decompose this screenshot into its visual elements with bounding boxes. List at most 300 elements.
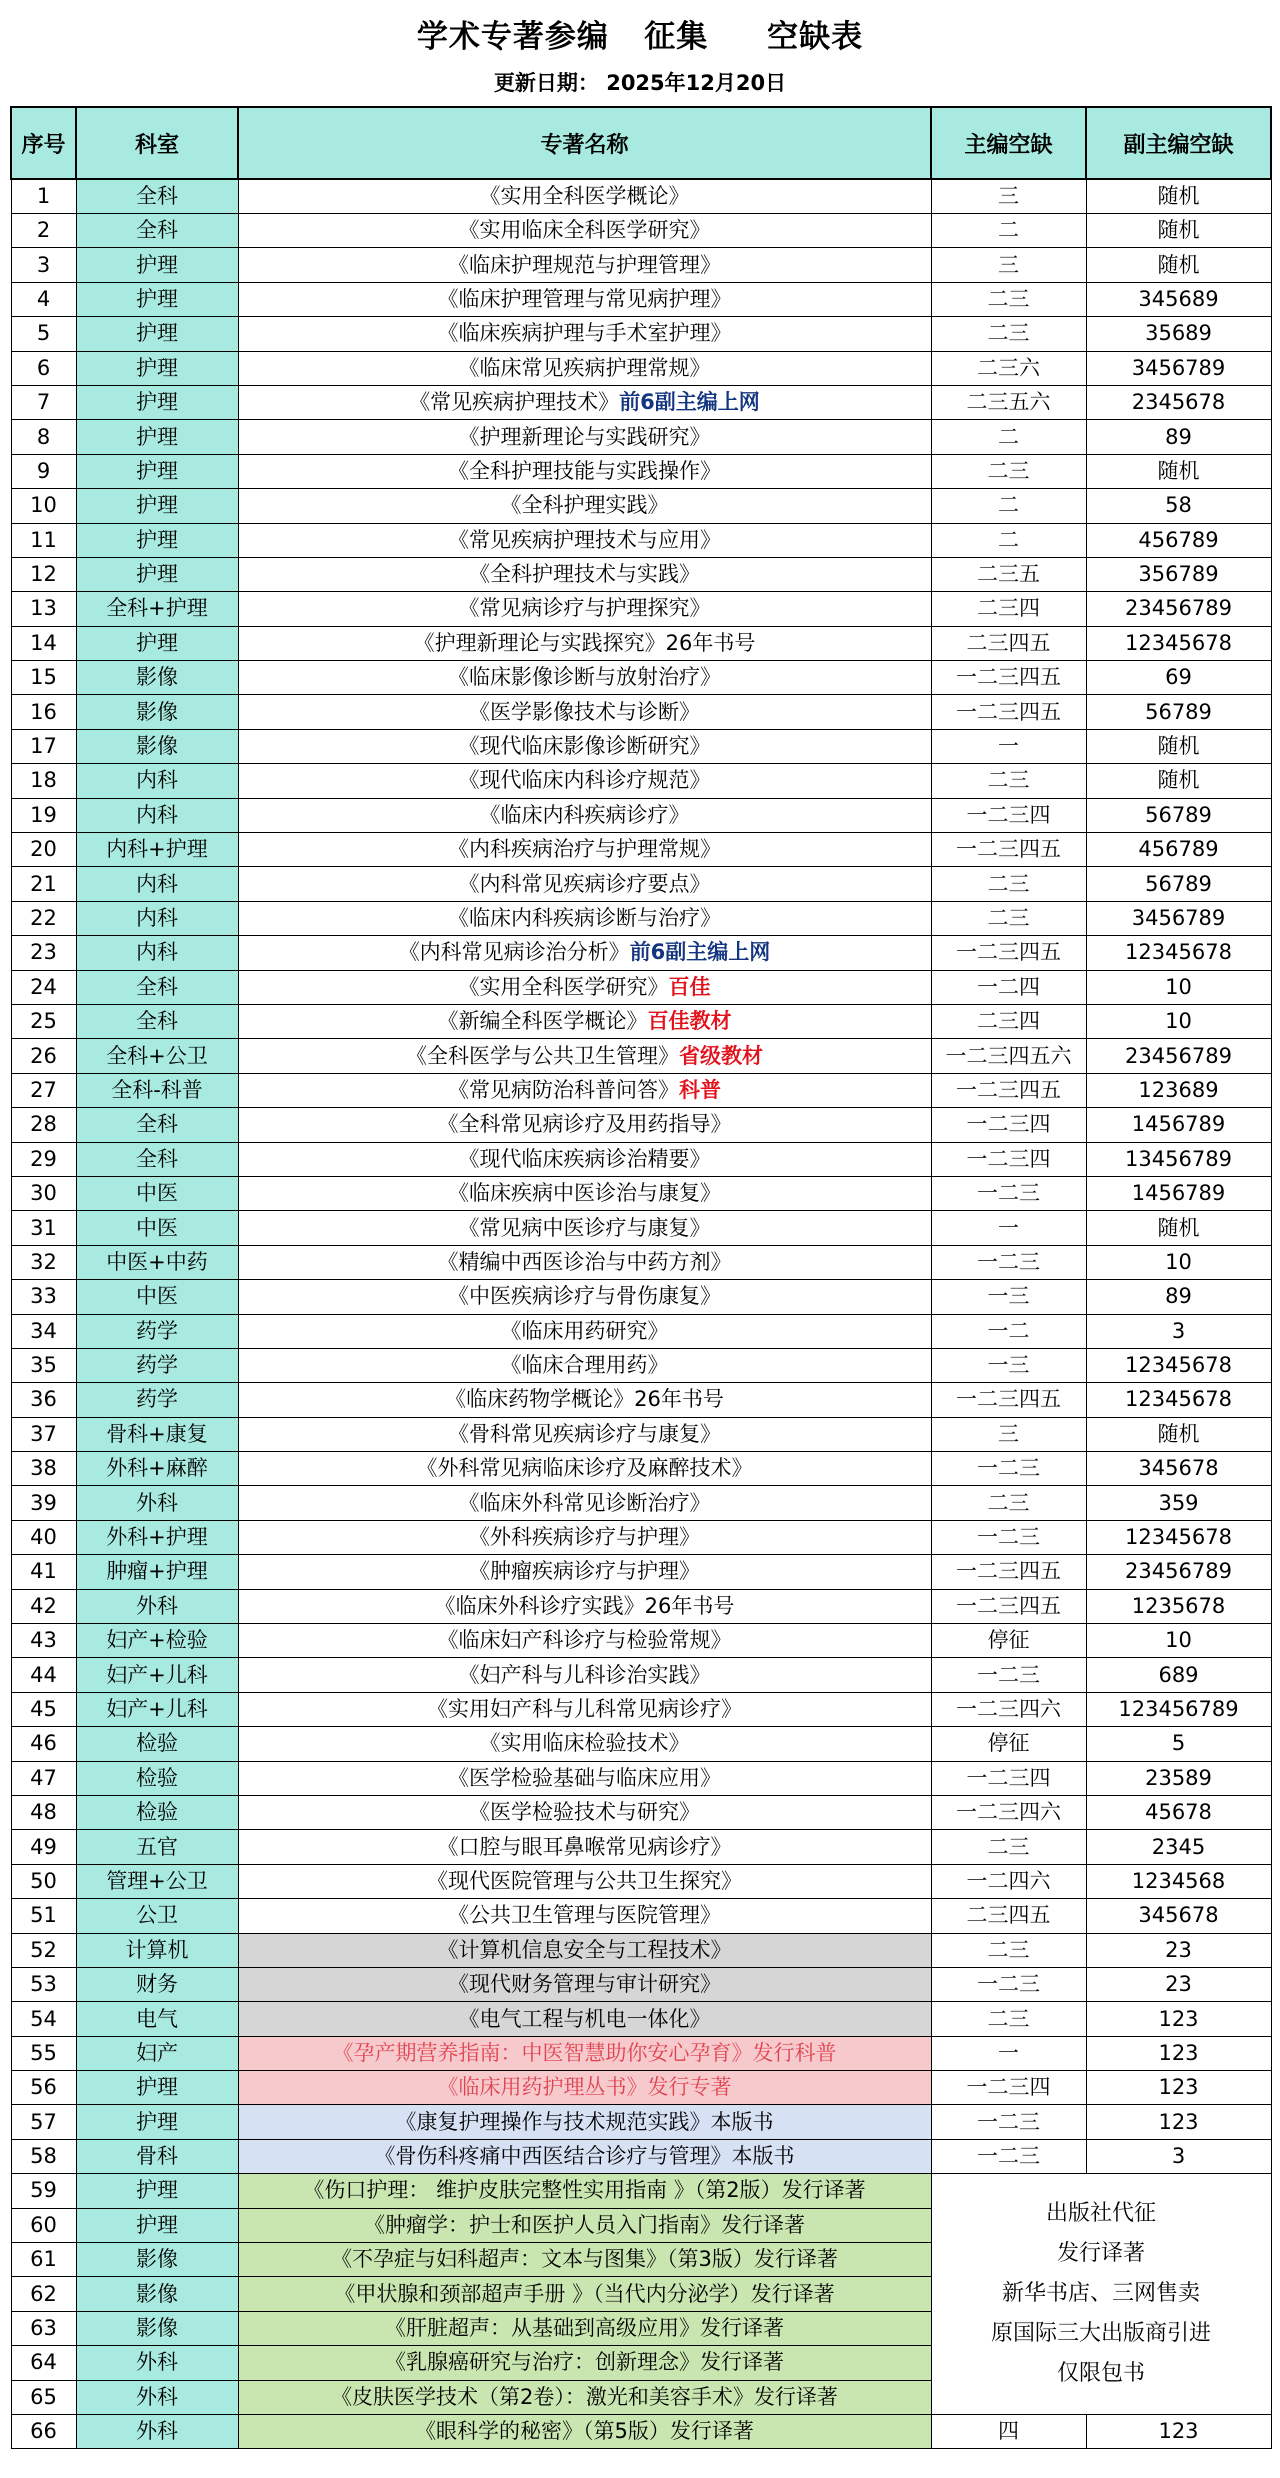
row-number: 31 — [11, 1211, 76, 1245]
table-row — [11, 901, 1271, 935]
chief-editor-vacancy: 一二三四六 — [931, 1795, 1086, 1829]
chief-editor-vacancy: 二三 — [931, 2002, 1086, 2036]
row-number: 58 — [11, 2139, 76, 2173]
chief-editor-vacancy: 一二四 — [931, 970, 1086, 1004]
book-title — [238, 1795, 931, 1829]
deputy-editor-vacancy: 2345678 — [1086, 385, 1271, 419]
book-title — [238, 1383, 931, 1417]
table-row — [11, 1245, 1271, 1279]
table-row — [11, 351, 1271, 385]
book-title — [238, 1004, 931, 1038]
chief-editor-vacancy: 一二三四五 — [931, 936, 1086, 970]
book-title — [238, 2243, 931, 2277]
row-number: 33 — [11, 1280, 76, 1314]
chief-editor-vacancy: 一三 — [931, 1348, 1086, 1382]
chief-editor-vacancy: 二三 — [931, 282, 1086, 316]
deputy-editor-vacancy: 1456789 — [1086, 1108, 1271, 1142]
chief-editor-vacancy: 二 — [931, 214, 1086, 248]
book-title — [238, 1314, 931, 1348]
row-number: 34 — [11, 1314, 76, 1348]
deputy-editor-vacancy: 345678 — [1086, 1899, 1271, 1933]
row-number: 60 — [11, 2208, 76, 2242]
deputy-editor-vacancy: 随机 — [1086, 214, 1271, 248]
chief-editor-vacancy: 二三 — [931, 764, 1086, 798]
col-header-main: 主编空缺 — [931, 107, 1086, 179]
book-title — [238, 661, 931, 695]
department: 内科 — [76, 798, 238, 832]
book-title-text: 《外科疾病诊疗与护理》 — [469, 1525, 700, 1550]
deputy-editor-vacancy: 123 — [1086, 2002, 1271, 2036]
book-title-text: 《精编中西医诊治与中药方剂》 — [437, 1249, 732, 1274]
book-title-text: 《全科常见病诊疗及用药指导》 — [437, 1112, 732, 1137]
deputy-editor-vacancy: 随机 — [1086, 248, 1271, 282]
row-number: 32 — [11, 1245, 76, 1279]
row-number: 66 — [11, 2415, 76, 2449]
book-title — [238, 2139, 931, 2173]
table-row — [11, 1727, 1271, 1761]
deputy-editor-vacancy: 12345678 — [1086, 626, 1271, 660]
book-title-text: 《康复护理操作与技术规范实践》本版书 — [395, 2109, 774, 2134]
row-number: 63 — [11, 2311, 76, 2345]
table-row — [11, 317, 1271, 351]
table-row — [11, 248, 1271, 282]
book-title — [238, 867, 931, 901]
vacancy-table — [10, 106, 1272, 2449]
col-header-sub: 副主编空缺 — [1086, 107, 1271, 179]
row-number: 46 — [11, 1727, 76, 1761]
chief-editor-vacancy: 一二三 — [931, 1245, 1086, 1279]
book-title-text: 《现代医院管理与公共卫生探究》 — [427, 1868, 742, 1893]
table-row — [11, 1795, 1271, 1829]
book-title-text: 《临床外科诊疗实践》26年书号 — [434, 1593, 735, 1618]
book-title-text: 《中医疾病诊疗与骨伤康复》 — [448, 1284, 721, 1309]
book-title — [238, 179, 931, 214]
book-title — [238, 1589, 931, 1623]
book-title — [238, 2415, 931, 2449]
department: 肿瘤+护理 — [76, 1555, 238, 1589]
book-title-text: 《现代临床内科诊疗规范》 — [458, 768, 711, 793]
book-title-text: 《新编全科医学概论》 — [437, 1009, 648, 1034]
deputy-editor-vacancy: 1235678 — [1086, 1589, 1271, 1623]
department: 全科 — [76, 1108, 238, 1142]
book-title — [238, 1417, 931, 1451]
book-title-text: 《临床用药护理丛书》发行专著 — [437, 2075, 732, 2100]
book-title-text: 《眼科学的秘密》（第5版）发行译著 — [415, 2419, 754, 2444]
row-number: 36 — [11, 1383, 76, 1417]
row-number: 47 — [11, 1761, 76, 1795]
department: 护理 — [76, 282, 238, 316]
department: 影像 — [76, 2243, 238, 2277]
chief-editor-vacancy: 二三 — [931, 1486, 1086, 1520]
table-row — [11, 729, 1271, 763]
book-title-text: 《妇产科与儿科诊治实践》 — [458, 1662, 711, 1687]
department: 全科 — [76, 1142, 238, 1176]
table-row — [11, 1452, 1271, 1486]
chief-editor-vacancy: 二三五六 — [931, 385, 1086, 419]
book-title — [238, 1108, 931, 1142]
row-number: 65 — [11, 2380, 76, 2414]
department: 全科 — [76, 214, 238, 248]
deputy-editor-vacancy: 69 — [1086, 661, 1271, 695]
book-title-text: 《计算机信息安全与工程技术》 — [437, 1937, 732, 1962]
department: 外科 — [76, 1589, 238, 1623]
header-row — [11, 107, 1271, 179]
chief-editor-vacancy: 三 — [931, 179, 1086, 214]
book-title — [238, 317, 931, 351]
book-title — [238, 1211, 931, 1245]
chief-editor-vacancy: 停征 — [931, 1727, 1086, 1761]
deputy-editor-vacancy: 1234568 — [1086, 1864, 1271, 1898]
book-title-text: 《临床常见疾病护理常规》 — [458, 355, 711, 380]
department: 内科 — [76, 901, 238, 935]
table-row — [11, 1142, 1271, 1176]
department: 影像 — [76, 2311, 238, 2345]
book-remark: 百佳 — [668, 974, 711, 999]
page — [10, 8, 1270, 2449]
row-number: 24 — [11, 970, 76, 1004]
book-title — [238, 2208, 931, 2242]
table-row — [11, 2105, 1271, 2139]
row-number: 4 — [11, 282, 76, 316]
book-title-text: 《全科医学与公共卫生管理》 — [406, 1043, 679, 1068]
table-row — [11, 2036, 1271, 2070]
deputy-editor-vacancy: 56789 — [1086, 695, 1271, 729]
book-title-text: 《临床护理规范与护理管理》 — [448, 252, 721, 277]
book-title-text: 《临床内科疾病诊疗》 — [479, 802, 690, 827]
book-title — [238, 798, 931, 832]
row-number: 27 — [11, 1073, 76, 1107]
row-number: 38 — [11, 1452, 76, 1486]
department: 护理 — [76, 385, 238, 419]
department: 护理 — [76, 626, 238, 660]
department: 外科+麻醉 — [76, 1452, 238, 1486]
chief-editor-vacancy: 二 — [931, 420, 1086, 454]
deputy-editor-vacancy: 45678 — [1086, 1795, 1271, 1829]
deputy-editor-vacancy: 356789 — [1086, 557, 1271, 591]
book-title-text: 《实用全科医学概论》 — [479, 184, 690, 208]
table-row — [11, 695, 1271, 729]
table-row — [11, 1486, 1271, 1520]
book-title-text: 《骨科常见疾病诊疗与康复》 — [448, 1421, 721, 1446]
table-row — [11, 1417, 1271, 1451]
department: 全科 — [76, 970, 238, 1004]
deputy-editor-vacancy: 12345678 — [1086, 1383, 1271, 1417]
department: 药学 — [76, 1314, 238, 1348]
department: 妇产+检验 — [76, 1624, 238, 1658]
row-number: 13 — [11, 592, 76, 626]
chief-editor-vacancy: 一三 — [931, 1280, 1086, 1314]
row-number: 7 — [11, 385, 76, 419]
department: 护理 — [76, 523, 238, 557]
book-title-text: 《全科护理实践》 — [500, 493, 669, 518]
table-row — [11, 626, 1271, 660]
deputy-editor-vacancy: 23 — [1086, 1933, 1271, 1967]
chief-editor-vacancy: 二 — [931, 489, 1086, 523]
table-row — [11, 1314, 1271, 1348]
deputy-editor-vacancy: 10 — [1086, 970, 1271, 1004]
book-title — [238, 1727, 931, 1761]
table-row — [11, 2415, 1271, 2449]
chief-editor-vacancy: 一二三 — [931, 1176, 1086, 1210]
department: 外科 — [76, 2380, 238, 2414]
chief-editor-vacancy: 一二三 — [931, 1452, 1086, 1486]
table-row — [11, 764, 1271, 798]
chief-editor-vacancy: 二三四五 — [931, 1899, 1086, 1933]
chief-editor-vacancy: 二三五 — [931, 557, 1086, 591]
book-remark: 前6副主编上网 — [629, 940, 771, 965]
department: 中医 — [76, 1211, 238, 1245]
department: 财务 — [76, 1967, 238, 2001]
row-number: 12 — [11, 557, 76, 591]
table-row — [11, 557, 1271, 591]
deputy-editor-vacancy: 35689 — [1086, 317, 1271, 351]
row-number: 52 — [11, 1933, 76, 1967]
chief-editor-vacancy: 一二三四 — [931, 1142, 1086, 1176]
book-title — [238, 1245, 931, 1279]
deputy-editor-vacancy: 12345678 — [1086, 1348, 1271, 1382]
chief-editor-vacancy: 一 — [931, 2036, 1086, 2070]
chief-editor-vacancy: 二三 — [931, 867, 1086, 901]
book-title — [238, 729, 931, 763]
table-row — [11, 1624, 1271, 1658]
row-number: 17 — [11, 729, 76, 763]
deputy-editor-vacancy: 89 — [1086, 420, 1271, 454]
table-row — [11, 1899, 1271, 1933]
row-number: 57 — [11, 2105, 76, 2139]
table-row — [11, 1383, 1271, 1417]
chief-editor-vacancy: 三 — [931, 1417, 1086, 1451]
book-title — [238, 2002, 931, 2036]
book-title-text: 《实用临床全科医学研究》 — [458, 218, 711, 243]
table-row — [11, 214, 1271, 248]
book-title-text: 《内科常见疾病诊疗要点》 — [458, 871, 711, 896]
merged-note-line: 发行译著 — [1056, 2241, 1145, 2267]
deputy-editor-vacancy: 345689 — [1086, 282, 1271, 316]
book-title — [238, 2036, 931, 2070]
department: 护理 — [76, 317, 238, 351]
row-number: 48 — [11, 1795, 76, 1829]
row-number: 43 — [11, 1624, 76, 1658]
row-number: 2 — [11, 214, 76, 248]
chief-editor-vacancy: 一二 — [931, 1314, 1086, 1348]
department: 内科 — [76, 764, 238, 798]
table-row — [11, 970, 1271, 1004]
book-title — [238, 489, 931, 523]
table-row — [11, 1211, 1271, 1245]
book-title — [238, 1624, 931, 1658]
book-title-text: 《肿瘤学：护士和医护人员入门指南》发行译著 — [364, 2212, 805, 2237]
row-number: 53 — [11, 1967, 76, 2001]
book-title-text: 《全科护理技术与实践》 — [469, 562, 700, 587]
row-number: 20 — [11, 833, 76, 867]
book-title-text: 《医学检验技术与研究》 — [469, 1800, 700, 1825]
department: 护理 — [76, 2071, 238, 2105]
book-title — [238, 592, 931, 626]
deputy-editor-vacancy: 3456789 — [1086, 901, 1271, 935]
chief-editor-vacancy: 二三 — [931, 1933, 1086, 1967]
book-title-text: 《肝脏超声：从基础到高级应用》发行译著 — [385, 2316, 784, 2341]
book-title — [238, 351, 931, 385]
department: 外科 — [76, 2346, 238, 2380]
table-row — [11, 2139, 1271, 2173]
row-number: 22 — [11, 901, 76, 935]
table-row — [11, 1004, 1271, 1038]
deputy-editor-vacancy: 123689 — [1086, 1073, 1271, 1107]
deputy-editor-vacancy: 23456789 — [1086, 1039, 1271, 1073]
table-row — [11, 1761, 1271, 1795]
row-number: 6 — [11, 351, 76, 385]
book-title-text: 《皮肤医学技术（第2卷）：激光和美容手术》发行译著 — [331, 2384, 838, 2409]
department: 全科 — [76, 1004, 238, 1038]
table-row — [11, 1520, 1271, 1554]
book-title — [238, 420, 931, 454]
table-row — [11, 1830, 1271, 1864]
table-row — [11, 1658, 1271, 1692]
table-row — [11, 1280, 1271, 1314]
row-number: 55 — [11, 2036, 76, 2070]
table-row — [11, 2071, 1271, 2105]
table-row — [11, 2174, 1271, 2208]
chief-editor-vacancy: 二三 — [931, 901, 1086, 935]
row-number: 37 — [11, 1417, 76, 1451]
book-title-text: 《内科常见病诊治分析》 — [398, 940, 630, 965]
table-row — [11, 1864, 1271, 1898]
deputy-editor-vacancy: 随机 — [1086, 179, 1271, 214]
row-number: 35 — [11, 1348, 76, 1382]
department: 护理 — [76, 420, 238, 454]
chief-editor-vacancy: 二三 — [931, 317, 1086, 351]
book-title-text: 《常见病诊疗与护理探究》 — [458, 596, 711, 621]
table-row — [11, 833, 1271, 867]
book-title-text: 《现代财务管理与审计研究》 — [448, 1972, 721, 1997]
table-row — [11, 936, 1271, 970]
book-title — [238, 1280, 931, 1314]
deputy-editor-vacancy: 359 — [1086, 1486, 1271, 1520]
book-title-text: 《临床用药研究》 — [500, 1318, 669, 1343]
book-remark: 百佳教材 — [647, 1009, 732, 1034]
book-title — [238, 2346, 931, 2380]
book-title — [238, 1830, 931, 1864]
row-number: 51 — [11, 1899, 76, 1933]
deputy-editor-vacancy: 689 — [1086, 1658, 1271, 1692]
chief-editor-vacancy: 一二三 — [931, 2139, 1086, 2173]
chief-editor-vacancy: 一二三四 — [931, 1761, 1086, 1795]
department: 内科 — [76, 867, 238, 901]
chief-editor-vacancy: 一二三四 — [931, 1108, 1086, 1142]
row-number: 59 — [11, 2174, 76, 2208]
department: 外科+护理 — [76, 1520, 238, 1554]
deputy-editor-vacancy: 5 — [1086, 1727, 1271, 1761]
book-title — [238, 1864, 931, 1898]
book-title — [238, 764, 931, 798]
chief-editor-vacancy: 二三六 — [931, 351, 1086, 385]
deputy-editor-vacancy: 56789 — [1086, 867, 1271, 901]
page-title: 学术专著参编 征集 空缺表 — [416, 19, 864, 55]
book-remark: 前6副主编上网 — [619, 390, 760, 415]
chief-editor-vacancy: 一二三 — [931, 2105, 1086, 2139]
chief-editor-vacancy: 一二三四 — [931, 2071, 1086, 2105]
chief-editor-vacancy: 一二三四五六 — [931, 1039, 1086, 1073]
deputy-editor-vacancy: 123 — [1086, 2415, 1271, 2449]
table-body — [11, 179, 1271, 2449]
book-title-text: 《常见病中医诊疗与康复》 — [458, 1215, 711, 1240]
book-title — [238, 1899, 931, 1933]
book-title-text: 《常见病防治科普问答》 — [448, 1077, 679, 1102]
book-title — [238, 695, 931, 729]
row-number: 19 — [11, 798, 76, 832]
deputy-editor-vacancy: 23 — [1086, 1967, 1271, 2001]
book-title-text: 《乳腺癌研究与治疗：创新理念》发行译著 — [385, 2350, 784, 2375]
department: 中医 — [76, 1176, 238, 1210]
row-number: 61 — [11, 2243, 76, 2277]
row-number: 21 — [11, 867, 76, 901]
row-number: 64 — [11, 2346, 76, 2380]
row-number: 56 — [11, 2071, 76, 2105]
book-title — [238, 1486, 931, 1520]
merged-note-line: 出版社代征 — [1045, 2201, 1156, 2227]
department: 影像 — [76, 2277, 238, 2311]
chief-editor-vacancy: 二三 — [931, 1830, 1086, 1864]
chief-editor-vacancy: 一 — [931, 729, 1086, 763]
book-title-text: 《临床疾病护理与手术室护理》 — [437, 321, 732, 346]
book-title — [238, 2105, 931, 2139]
chief-editor-vacancy: 二三四 — [931, 592, 1086, 626]
department: 中医 — [76, 1280, 238, 1314]
book-title — [238, 385, 931, 419]
row-number: 11 — [11, 523, 76, 557]
table-row — [11, 1967, 1271, 2001]
table-row — [11, 1073, 1271, 1107]
department: 护理 — [76, 557, 238, 591]
deputy-editor-vacancy: 10 — [1086, 1624, 1271, 1658]
department: 全科 — [76, 179, 238, 214]
row-number: 14 — [11, 626, 76, 660]
book-title — [238, 626, 931, 660]
chief-editor-vacancy: 二三四五 — [931, 626, 1086, 660]
department: 检验 — [76, 1795, 238, 1829]
table-row — [11, 282, 1271, 316]
table-row — [11, 1589, 1271, 1623]
chief-editor-vacancy: 一二三四五 — [931, 1383, 1086, 1417]
table-row — [11, 592, 1271, 626]
department: 全科-科普 — [76, 1073, 238, 1107]
department: 全科+护理 — [76, 592, 238, 626]
deputy-editor-vacancy: 2345 — [1086, 1830, 1271, 1864]
book-title — [238, 1452, 931, 1486]
book-title — [238, 248, 931, 282]
chief-editor-vacancy: 三 — [931, 248, 1086, 282]
merged-note-line: 新华书店、三网售卖 — [1001, 2281, 1200, 2307]
book-title-text: 《护理新理论与实践研究》 — [458, 424, 711, 449]
book-title-text: 《临床内科疾病诊断与治疗》 — [448, 906, 721, 930]
update-date: 更新日期： 2025年12月20日 — [493, 71, 787, 95]
row-number: 28 — [11, 1108, 76, 1142]
row-number: 26 — [11, 1039, 76, 1073]
book-title-text: 《甲状腺和颈部超声手册 》（当代内分泌学）发行译著 — [334, 2281, 835, 2306]
department: 骨科+康复 — [76, 1417, 238, 1451]
department: 全科+公卫 — [76, 1039, 238, 1073]
department: 内科+护理 — [76, 833, 238, 867]
book-remark: 省级教材 — [679, 1043, 763, 1068]
row-number: 25 — [11, 1004, 76, 1038]
deputy-editor-vacancy: 89 — [1086, 1280, 1271, 1314]
department: 计算机 — [76, 1933, 238, 1967]
deputy-editor-vacancy: 456789 — [1086, 833, 1271, 867]
deputy-editor-vacancy: 12345678 — [1086, 1520, 1271, 1554]
book-title — [238, 1967, 931, 2001]
chief-editor-vacancy: 一 — [931, 1211, 1086, 1245]
row-number: 44 — [11, 1658, 76, 1692]
